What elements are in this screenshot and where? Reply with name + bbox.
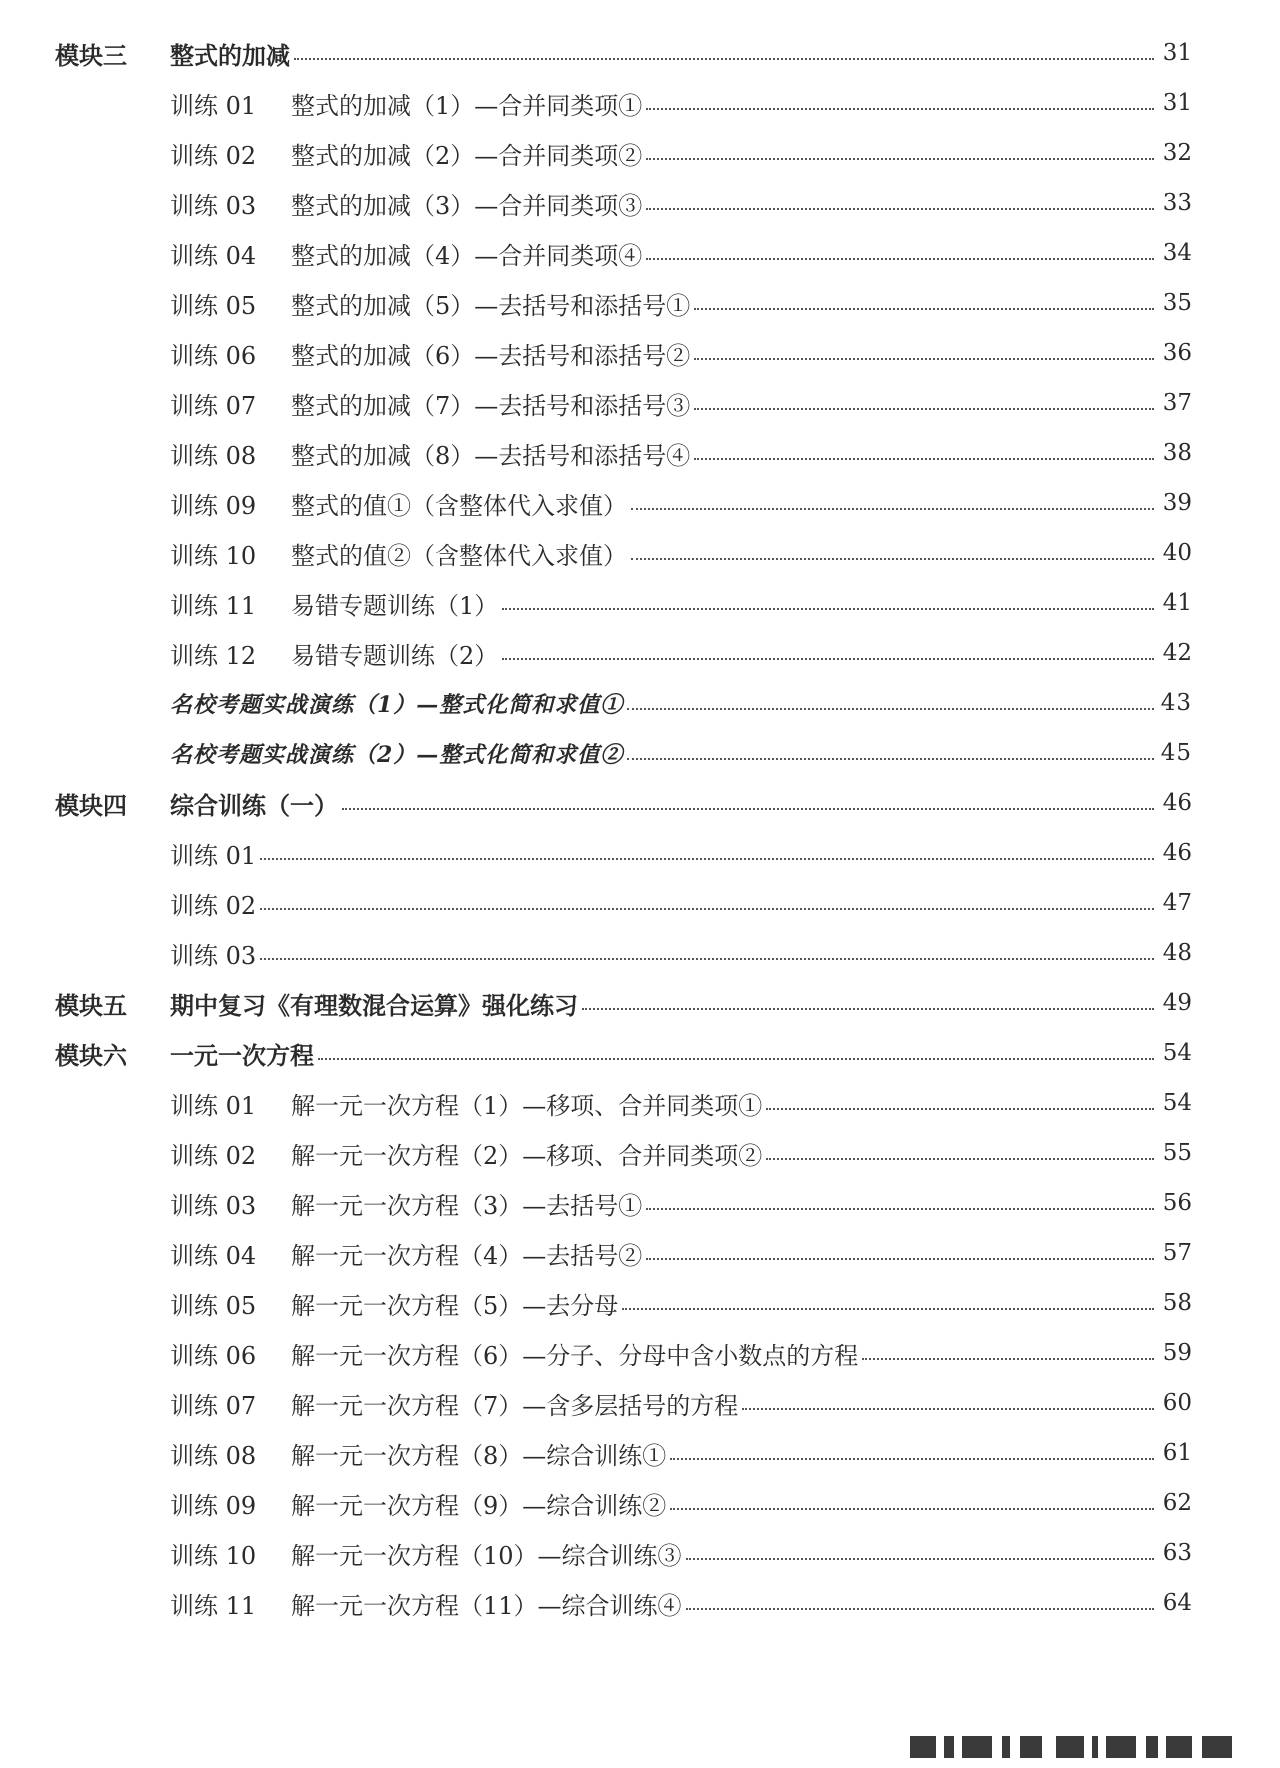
toc-entry-row xyxy=(0,528,1280,578)
page-number: 43 xyxy=(1160,690,1192,716)
entry-title: 解一元一次方程（4）—去括号② xyxy=(291,1241,643,1270)
toc-entry-row xyxy=(0,128,1280,178)
toc-entry-row xyxy=(0,1128,1280,1178)
page-number: 46 xyxy=(1162,790,1192,816)
toc-exam-row xyxy=(0,728,1280,778)
entry-title: 解一元一次方程（9）—综合训练② xyxy=(291,1491,667,1520)
toc-module-row xyxy=(0,778,1280,828)
dot-leader xyxy=(686,1608,1154,1610)
toc-exam-row xyxy=(0,678,1280,728)
entry-title: 解一元一次方程（5）—去分母 xyxy=(291,1291,619,1320)
page-number: 33 xyxy=(1162,190,1192,216)
page-number: 31 xyxy=(1162,40,1192,66)
dot-leader xyxy=(260,908,1154,910)
dot-leader xyxy=(260,858,1154,860)
entry-title: 整式的加减（5）—去括号和添括号① xyxy=(291,291,691,320)
toc-entry-row xyxy=(0,78,1280,128)
dot-leader xyxy=(742,1408,1154,1410)
page-number: 47 xyxy=(1162,890,1192,916)
page-number: 37 xyxy=(1162,390,1192,416)
entry-title: 整式的加减（2）—合并同类项② xyxy=(291,141,643,170)
entry-code: 训练 12 xyxy=(170,641,257,670)
page-number: 36 xyxy=(1162,340,1192,366)
dot-leader xyxy=(622,1308,1154,1310)
dot-leader xyxy=(646,1258,1154,1260)
entry-title: 解一元一次方程（11）—综合训练④ xyxy=(291,1591,682,1620)
page-number: 42 xyxy=(1162,640,1192,666)
toc-entry-row xyxy=(0,178,1280,228)
page-number: 60 xyxy=(1162,1390,1192,1416)
toc-entry-row xyxy=(0,378,1280,428)
entry-code: 训练 09 xyxy=(170,1491,257,1520)
entry-title: 整式的加减（3）—合并同类项③ xyxy=(291,191,643,220)
page-number: 48 xyxy=(1162,940,1192,966)
entry-code: 训练 05 xyxy=(170,291,257,320)
toc-entry-row xyxy=(0,1178,1280,1228)
entry-title: 解一元一次方程（7）—含多层括号的方程 xyxy=(291,1391,739,1420)
entry-title: 综合训练（一） xyxy=(170,790,338,820)
page-number: 34 xyxy=(1162,240,1192,266)
page-number: 32 xyxy=(1162,140,1192,166)
dot-leader xyxy=(294,58,1154,60)
entry-code: 训练 01 xyxy=(170,841,257,870)
entry-title: 解一元一次方程（1）—移项、合并同类项① xyxy=(291,1091,763,1120)
page-number: 45 xyxy=(1160,740,1192,766)
toc-entry-row xyxy=(0,578,1280,628)
dot-leader xyxy=(318,1058,1154,1060)
page-number: 46 xyxy=(1162,840,1192,866)
toc-entry-row xyxy=(0,928,1280,978)
entry-code: 训练 01 xyxy=(170,91,257,120)
toc-entry-row xyxy=(0,278,1280,328)
entry-title: 名校考题实战演练（1）—整式化简和求值① xyxy=(170,691,624,718)
page-number: 64 xyxy=(1162,1590,1192,1616)
module-label: 模块六 xyxy=(55,1040,127,1070)
dot-leader xyxy=(582,1008,1154,1010)
toc-entry-row xyxy=(0,878,1280,928)
entry-code: 训练 01 xyxy=(170,1091,257,1120)
dot-leader xyxy=(646,258,1154,260)
toc-module-row xyxy=(0,1028,1280,1078)
dot-leader xyxy=(766,1158,1154,1160)
dot-leader xyxy=(766,1108,1154,1110)
entry-title: 易错专题训练（1） xyxy=(291,591,499,620)
entry-code: 训练 04 xyxy=(170,241,257,270)
entry-code: 训练 08 xyxy=(170,441,257,470)
entry-title: 整式的加减（8）—去括号和添括号④ xyxy=(291,441,691,470)
entry-code: 训练 05 xyxy=(170,1291,257,1320)
toc-entry-row xyxy=(0,628,1280,678)
entry-title: 解一元一次方程（10）—综合训练③ xyxy=(291,1541,682,1570)
entry-code: 训练 03 xyxy=(170,191,257,220)
entry-code: 训练 06 xyxy=(170,341,257,370)
entry-code: 训练 10 xyxy=(170,541,257,570)
page-number: 56 xyxy=(1162,1190,1192,1216)
page-number: 49 xyxy=(1162,990,1192,1016)
entry-code: 训练 09 xyxy=(170,491,257,520)
toc-entry-row xyxy=(0,328,1280,378)
entry-title: 解一元一次方程（3）—去括号① xyxy=(291,1191,643,1220)
dot-leader xyxy=(670,1508,1154,1510)
page-number: 38 xyxy=(1162,440,1192,466)
entry-title: 名校考题实战演练（2）—整式化简和求值② xyxy=(170,741,624,768)
toc-entry-row xyxy=(0,1528,1280,1578)
entry-title: 整式的值①（含整体代入求值） xyxy=(291,491,627,520)
entry-title: 整式的加减（4）—合并同类项④ xyxy=(291,241,643,270)
dot-leader xyxy=(631,508,1154,510)
entry-code: 训练 03 xyxy=(170,1191,257,1220)
toc-entry-row xyxy=(0,1278,1280,1328)
page-number: 54 xyxy=(1162,1090,1192,1116)
entry-title: 期中复习《有理数混合运算》强化练习 xyxy=(170,990,578,1020)
page-number: 41 xyxy=(1162,590,1192,616)
toc-entry-row xyxy=(0,1328,1280,1378)
toc-entry-row xyxy=(0,428,1280,478)
page-number: 59 xyxy=(1162,1340,1192,1366)
dot-leader xyxy=(694,308,1154,310)
page-number: 62 xyxy=(1162,1490,1192,1516)
toc-entry-row xyxy=(0,1228,1280,1278)
page-number: 54 xyxy=(1162,1040,1192,1066)
entry-code: 训练 06 xyxy=(170,1341,257,1370)
dot-leader xyxy=(646,108,1154,110)
toc-entry-row xyxy=(0,1078,1280,1128)
dot-leader xyxy=(502,658,1154,660)
toc-entry-row xyxy=(0,1428,1280,1478)
page-number: 40 xyxy=(1162,540,1192,566)
dot-leader xyxy=(342,808,1154,810)
entry-code: 训练 08 xyxy=(170,1441,257,1470)
toc-entry-row xyxy=(0,828,1280,878)
dot-leader xyxy=(694,408,1154,410)
module-label: 模块五 xyxy=(55,990,127,1020)
module-label: 模块四 xyxy=(55,790,127,820)
dot-leader xyxy=(686,1558,1154,1560)
dot-leader xyxy=(646,208,1154,210)
dot-leader xyxy=(646,1208,1154,1210)
entry-title: 解一元一次方程（2）—移项、合并同类项② xyxy=(291,1141,763,1170)
toc-entry-row xyxy=(0,478,1280,528)
entry-code: 训练 03 xyxy=(170,941,257,970)
entry-title: 整式的加减（7）—去括号和添括号③ xyxy=(291,391,691,420)
toc-entry-row xyxy=(0,1478,1280,1528)
entry-title: 一元一次方程 xyxy=(170,1040,314,1070)
page-number: 39 xyxy=(1162,490,1192,516)
entry-title: 易错专题训练（2） xyxy=(291,641,499,670)
entry-code: 训练 07 xyxy=(170,391,257,420)
watermark-barcode-icon xyxy=(910,1736,1240,1758)
page-number: 55 xyxy=(1162,1140,1192,1166)
toc-entry-row xyxy=(0,228,1280,278)
entry-code: 训练 07 xyxy=(170,1391,257,1420)
entry-code: 训练 04 xyxy=(170,1241,257,1270)
page-number: 61 xyxy=(1162,1440,1192,1466)
entry-title: 整式的值②（含整体代入求值） xyxy=(291,541,627,570)
toc-module-row xyxy=(0,28,1280,78)
entry-title: 解一元一次方程（8）—综合训练① xyxy=(291,1441,667,1470)
page-number: 57 xyxy=(1162,1240,1192,1266)
entry-title: 整式的加减（6）—去括号和添括号② xyxy=(291,341,691,370)
dot-leader xyxy=(646,158,1154,160)
page-number: 63 xyxy=(1162,1540,1192,1566)
dot-leader xyxy=(627,708,1154,710)
entry-title: 解一元一次方程（6）—分子、分母中含小数点的方程 xyxy=(291,1341,859,1370)
toc-entry-row xyxy=(0,1578,1280,1628)
toc-module-row xyxy=(0,978,1280,1028)
entry-code: 训练 10 xyxy=(170,1541,257,1570)
entry-code: 训练 02 xyxy=(170,1141,257,1170)
entry-code: 训练 02 xyxy=(170,891,257,920)
toc-entry-row xyxy=(0,1378,1280,1428)
entry-title: 整式的加减（1）—合并同类项① xyxy=(291,91,643,120)
page-number: 31 xyxy=(1162,90,1192,116)
entry-code: 训练 11 xyxy=(170,591,257,620)
table-of-contents xyxy=(0,28,1280,1628)
entry-code: 训练 11 xyxy=(170,1591,257,1620)
page-number: 58 xyxy=(1162,1290,1192,1316)
page-number: 35 xyxy=(1162,290,1192,316)
dot-leader xyxy=(260,958,1154,960)
entry-code: 训练 02 xyxy=(170,141,257,170)
entry-title: 整式的加减 xyxy=(170,40,290,70)
dot-leader xyxy=(862,1358,1154,1360)
dot-leader xyxy=(631,558,1154,560)
dot-leader xyxy=(694,458,1154,460)
dot-leader xyxy=(694,358,1154,360)
dot-leader xyxy=(627,758,1154,760)
dot-leader xyxy=(502,608,1154,610)
module-label: 模块三 xyxy=(55,40,127,70)
dot-leader xyxy=(670,1458,1154,1460)
